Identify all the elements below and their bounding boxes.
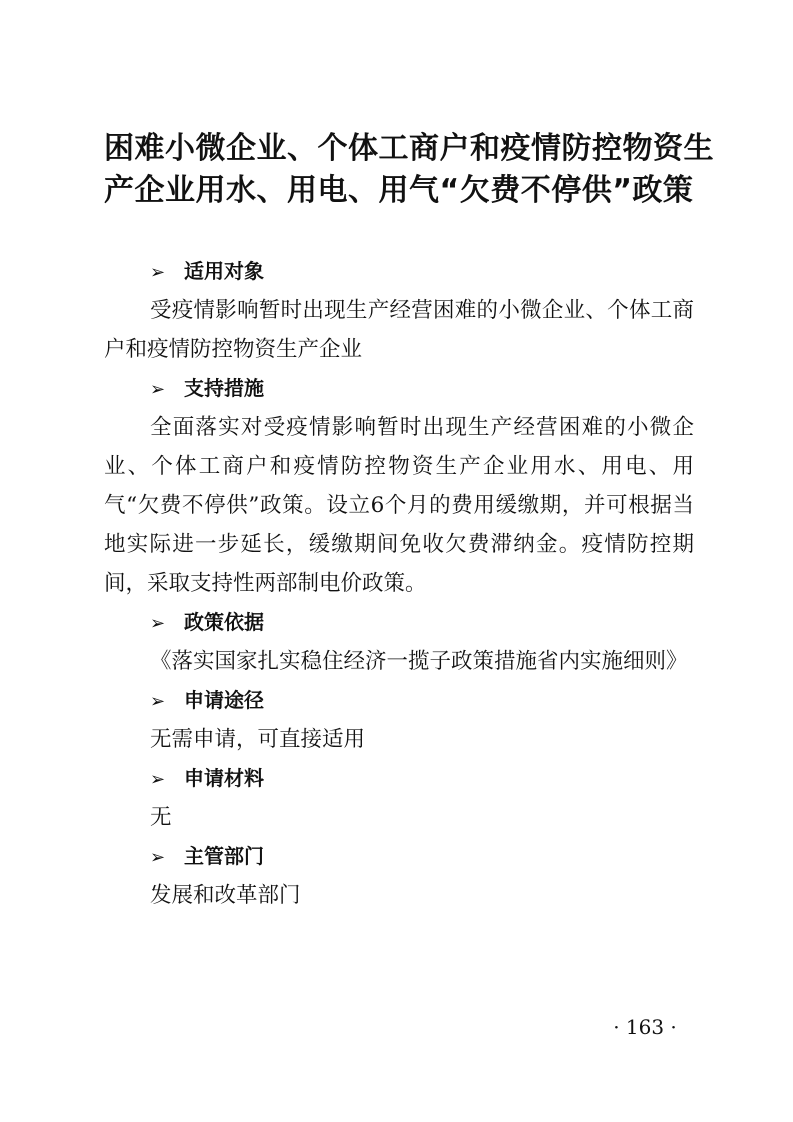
section-application-channel [104, 681, 694, 759]
arrow-bullet-icon: ➢ [150, 613, 166, 634]
policy-title [104, 128, 714, 212]
section-heading-label: 适用对象 [184, 259, 264, 283]
policy-title-line-1: 困难小微企业、个体工商户和疫情防控物资生 [104, 131, 714, 166]
section-heading-label: 申请途径 [184, 688, 264, 712]
arrow-bullet-icon: ➢ [150, 691, 166, 712]
section-heading [104, 603, 694, 642]
section-heading-label: 申请材料 [184, 766, 264, 790]
section-heading [104, 837, 694, 876]
section-applicable-targets [104, 252, 694, 369]
page-number: · 163 · [613, 1015, 677, 1039]
section-body: 受疫情影响暂时出现生产经营困难的小微企业、个体工商户和疫情防控物资生产企业 [104, 298, 694, 362]
policy-content [104, 252, 694, 915]
section-policy-basis [104, 603, 694, 681]
section-heading-label: 主管部门 [184, 844, 264, 868]
section-heading-label: 支持措施 [184, 376, 264, 400]
arrow-bullet-icon: ➢ [150, 379, 166, 400]
section-body: 《落实国家扎实稳住经济一揽子政策措施省内实施细则》 [150, 649, 688, 674]
section-body: 无 [150, 805, 172, 830]
section-responsible-department [104, 837, 694, 915]
arrow-bullet-icon: ➢ [150, 847, 166, 868]
section-body: 全面落实对受疫情影响暂时出现生产经营困难的小微企业、个体工商户和疫情防控物资生产企业用水、用电、用气“欠费不停供”政策。设立6个月的费用缓缴期，并可根据当地实际进一步延长，缓缴期间免收欠费滞纳金。疫情防控期间，采取支持性两部制电价政策。 [104, 415, 694, 596]
arrow-bullet-icon: ➢ [150, 769, 166, 790]
section-application-materials [104, 759, 694, 837]
section-support-measures [104, 369, 694, 603]
section-heading [104, 759, 694, 798]
section-heading [104, 369, 694, 408]
section-heading [104, 681, 694, 720]
section-heading-label: 政策依据 [184, 610, 264, 634]
arrow-bullet-icon: ➢ [150, 262, 166, 283]
policy-title-line-2: 产企业用水、用电、用气“欠费不停供”政策 [104, 173, 694, 208]
section-body: 发展和改革部门 [150, 883, 301, 908]
section-heading [104, 252, 694, 291]
section-body: 无需申请，可直接适用 [150, 727, 366, 752]
